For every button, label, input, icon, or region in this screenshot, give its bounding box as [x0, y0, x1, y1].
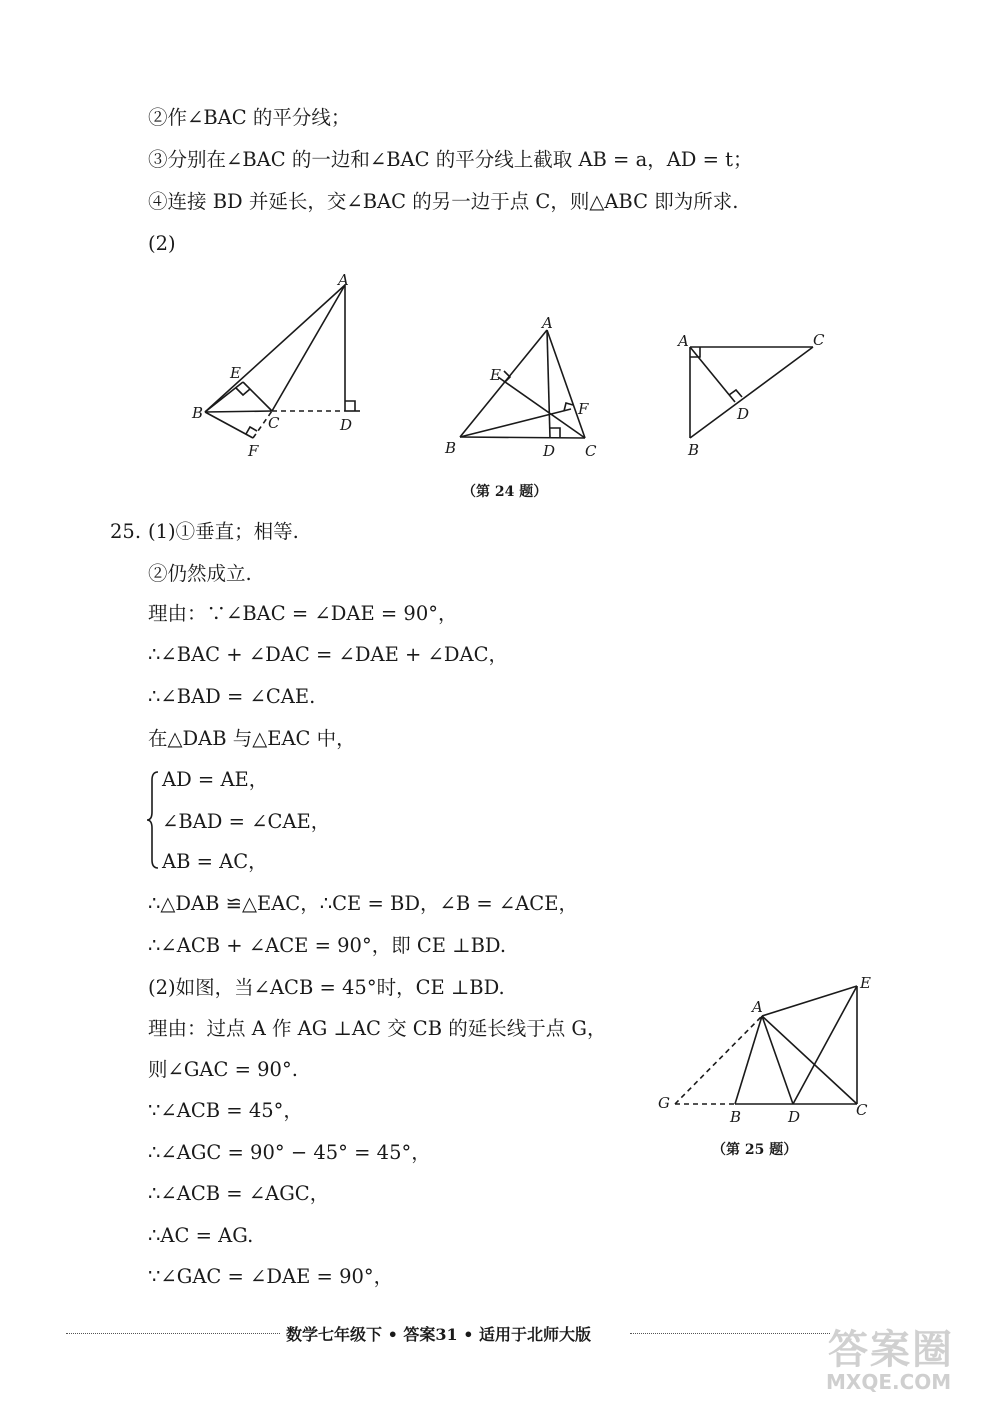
- q25-sys3: AB = AC，: [162, 850, 268, 873]
- footer-dots-left: [66, 1333, 280, 1334]
- text-line-4: (2): [148, 232, 176, 255]
- text-line-3: ④连接 BD 并延长，交∠BAC 的另一边于点 C，则△ABC 即为所求.: [148, 190, 739, 213]
- fig24r-label-b: B: [688, 441, 700, 459]
- fig24l-seg-ac: [272, 285, 345, 411]
- fig25-label-a: A: [752, 998, 763, 1016]
- q25-p15: ∴AC = AG.: [148, 1224, 254, 1247]
- fig24l-label-d: D: [340, 416, 353, 434]
- q25-p7: ∴△DAB ≌△EAC，∴CE = BD，∠B = ∠ACE，: [148, 892, 578, 915]
- watermark-url: MXQE.COM: [826, 1370, 952, 1394]
- fig24m-seg-ad: [547, 330, 550, 438]
- figure-24-left: [180, 270, 380, 470]
- fig24l-label-f: F: [248, 442, 259, 460]
- q25-p11: 则∠GAC = 90°.: [148, 1058, 298, 1081]
- figure-25: [650, 970, 890, 1130]
- fig25-label-d: D: [788, 1108, 801, 1126]
- fig25-label-b: B: [730, 1108, 742, 1126]
- fig25-label-e: E: [860, 974, 871, 992]
- fig24l-seg-bc: [205, 411, 272, 412]
- fig24m-seg-bc: [460, 437, 585, 438]
- q25-p5: ∴∠BAD = ∠CAE.: [148, 685, 316, 708]
- fig24m-seg-ac: [547, 330, 585, 438]
- fig24l-label-b: B: [192, 404, 204, 422]
- q25-p6: 在△DAB 与△EAC 中，: [148, 727, 356, 750]
- fig24l-seg-ec: [243, 382, 272, 411]
- figure-24-middle: [440, 310, 610, 470]
- fig25-seg-ad: [762, 1016, 793, 1104]
- q25-p14: ∴∠ACB = ∠AGC，: [148, 1182, 330, 1205]
- fig24m-right-angle-d: [550, 428, 560, 438]
- fig25-seg-ac: [762, 1016, 857, 1104]
- fig24l-right-angle-e: [236, 388, 250, 395]
- watermark-logo: 答案圈: [828, 1327, 954, 1373]
- fig24r-seg-bc: [690, 347, 813, 438]
- q25-p10: 理由：过点 A 作 AG ⊥AC 交 CB 的延长线于点 G，: [148, 1017, 607, 1040]
- q25-p12: ∵∠ACB = 45°，: [148, 1099, 303, 1122]
- fig24m-seg-bf: [460, 409, 571, 437]
- fig24l-label-e: E: [230, 364, 241, 382]
- fig24m-label-c: C: [585, 442, 597, 460]
- text-line-1: ②作∠BAC 的平分线；: [148, 106, 351, 129]
- fig24l-label-a: A: [338, 271, 349, 289]
- fig25-label-c: C: [856, 1101, 868, 1119]
- fig24r-seg-ad: [690, 347, 735, 402]
- watermark: [820, 1318, 990, 1398]
- q25-p8: ∴∠ACB + ∠ACE = 90°，即 CE ⊥BD.: [148, 934, 507, 957]
- fig24l-seg-be: [205, 382, 243, 412]
- figure-24-right: [670, 330, 840, 470]
- figure-25-caption: （第 25 题）: [712, 1142, 798, 1158]
- fig25-seg-ab: [735, 1016, 762, 1104]
- q25-p3: 理由：∵∠BAC = ∠DAE = 90°，: [148, 602, 458, 625]
- fig24l-seg-bf: [205, 412, 253, 438]
- fig24r-label-a: A: [678, 332, 689, 350]
- text-line-2: ③分别在∠BAC 的一边和∠BAC 的平分线上截取 AB = a，AD = t；: [148, 148, 753, 171]
- q25-number: 25.: [110, 520, 142, 543]
- fig24l-right-angle-f: [246, 427, 257, 434]
- q25-p16: ∵∠GAC = ∠DAE = 90°，: [148, 1265, 394, 1288]
- fig24m-label-a: A: [542, 314, 553, 332]
- q25-sys2: ∠BAD = ∠CAE，: [162, 810, 331, 833]
- q25-sys1: AD = AE，: [162, 768, 269, 791]
- footer-dots-right: [630, 1333, 830, 1334]
- fig24m-label-d: D: [543, 442, 556, 460]
- fig24m-seg-ce: [498, 377, 585, 438]
- q25-p9: (2)如图，当∠ACB = 45°时，CE ⊥BD.: [148, 976, 505, 999]
- system-brace: [146, 770, 160, 870]
- fig24l-label-c: C: [268, 414, 280, 432]
- fig24m-label-f: F: [578, 400, 589, 418]
- fig24l-right-angle-d: [345, 401, 355, 411]
- fig24r-label-d: D: [737, 405, 750, 423]
- fig24l-seg-ab: [205, 285, 345, 412]
- q25-p13: ∴∠AGC = 90° − 45° = 45°，: [148, 1141, 431, 1164]
- fig24r-label-c: C: [813, 331, 825, 349]
- fig25-label-g: G: [658, 1094, 670, 1112]
- q25-p2: ②仍然成立.: [148, 562, 252, 585]
- q25-p1: (1)①垂直；相等.: [148, 520, 299, 543]
- fig24m-label-b: B: [445, 439, 457, 457]
- fig24m-seg-ab: [460, 330, 547, 437]
- fig24m-right-angle-e: [504, 371, 510, 382]
- figure-24-caption: （第 24 题）: [462, 484, 548, 500]
- footer-text: 数学七年级下 • 答案31 • 适用于北师大版: [286, 1325, 592, 1344]
- fig24m-label-e: E: [490, 366, 501, 384]
- q25-p4: ∴∠BAC + ∠DAC = ∠DAE + ∠DAC，: [148, 643, 509, 666]
